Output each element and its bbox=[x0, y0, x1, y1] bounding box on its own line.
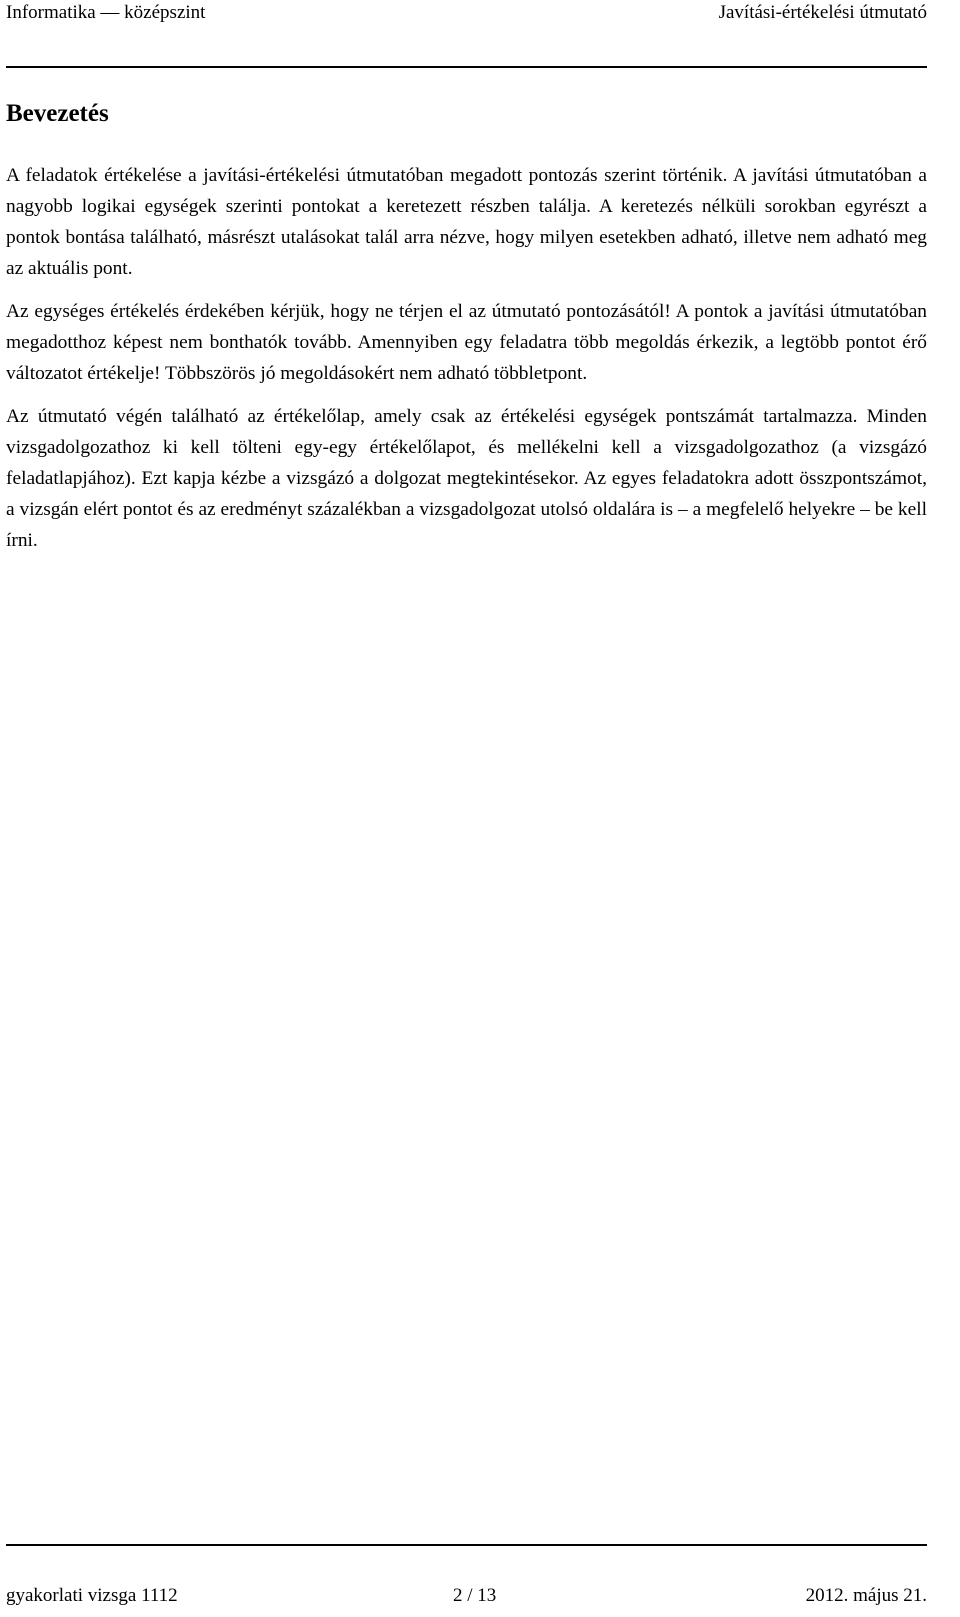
footer-date: 2012. május 21. bbox=[805, 1585, 927, 1606]
paragraph-uniform-evaluation: Az egységes értékelés érdekében kérjük, hogy ne térjen el az útmutató pontozásától! A pontok a javítási útmutatóban megadotthoz képest nem bonthatók tovább. Amennyiben egy feladatra több megoldás érkezik, a legtöbb pontot érő változatot értékelje! Többszörös jó megoldásokért nem adható többletpont. bbox=[6, 301, 927, 384]
header-subject: Informatika — középszint bbox=[6, 2, 206, 23]
footer-exam-code: gyakorlati vizsga 1112 bbox=[6, 1585, 178, 1606]
page-header bbox=[6, 0, 927, 36]
header-divider bbox=[6, 66, 927, 68]
footer-divider bbox=[6, 1544, 927, 1546]
header-document-type: Javítási-értékelési útmutató bbox=[718, 2, 927, 23]
paragraph-evaluation-sheet: Az útmutató végén található az értékelőlap, amely csak az értékelési egységek pontszámát tartalmazza. Minden vizsgadolgozathoz ki kell tölteni egy-egy értékelőlapot, és mellékelni kell a vizsgadolgozathoz (a vizsgázó feladatlapjához). Ezt kapja kézbe a vizsgázó a dolgozat megtekintésekor. Az egyes feladatokra adott összpontszámot, a vizsgán elért pontot és az eredményt százalékban a vizsgadolgozat utolsó oldalára is – a megfelelő helyekre – be kell írni. bbox=[6, 406, 927, 551]
footer-page-number: 2 / 13 bbox=[453, 1585, 497, 1606]
paragraph-scoring-intro: A feladatok értékelése a javítási-értékelési útmutatóban megadott pontozás szerint történik. A javítási útmutatóban a nagyobb logikai egységek szerinti pontokat a keretezett részben találja. A keretezés nélküli sorokban egyrészt a pontok bontása található, másrészt utalásokat talál arra nézve, hogy milyen esetekben adható, illetve nem adható meg az aktuális pont. bbox=[6, 165, 927, 279]
body-text bbox=[6, 160, 927, 568]
section-title: Bevezetés bbox=[6, 100, 109, 127]
